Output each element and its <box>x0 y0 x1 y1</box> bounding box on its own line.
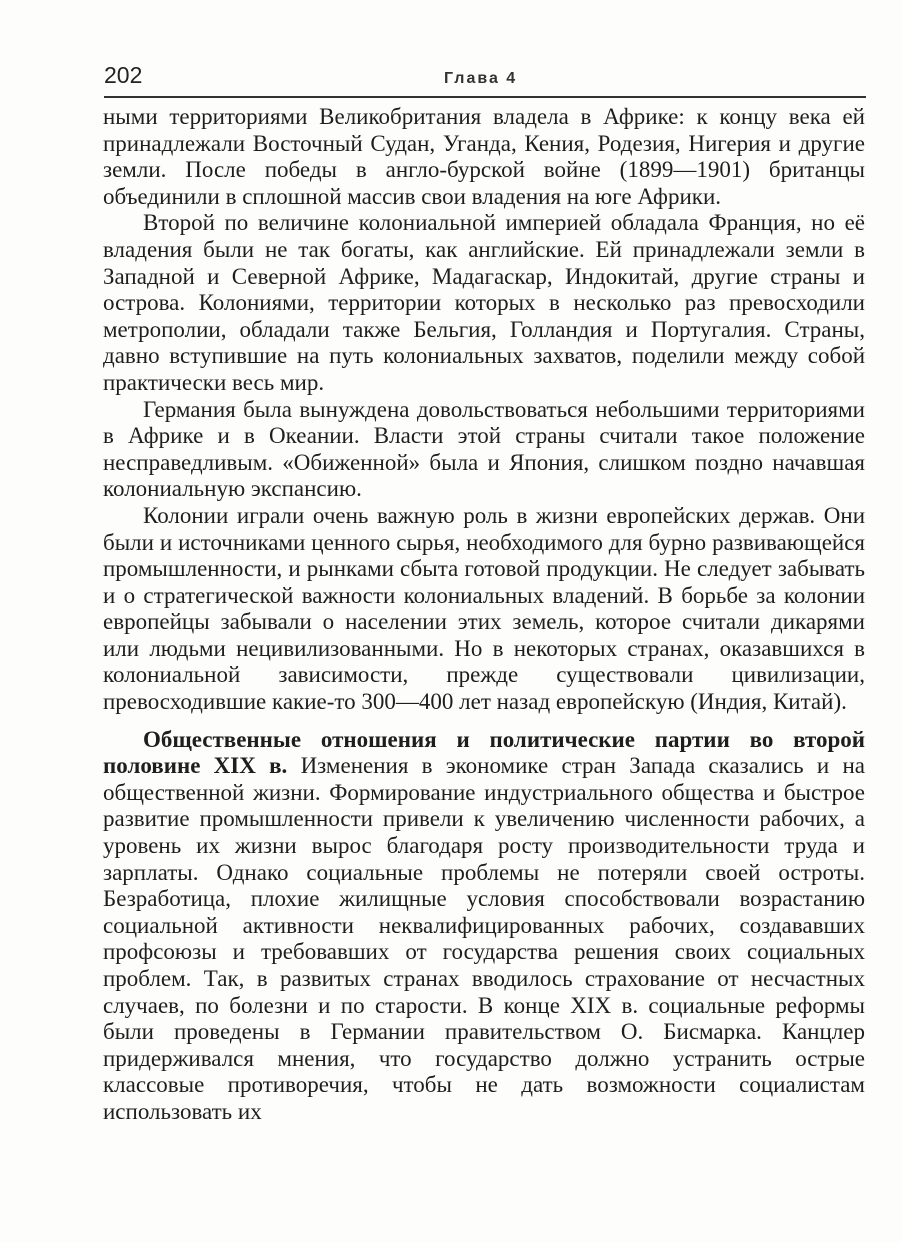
paragraph-3: Германия была вынуждена довольствоваться небольшими территориями в Африке и в Океании. Власти этой страны считали такое положение несправедливым. «Обиженной» была и Япония, слишком поздно начавшая колониальную экспансию. <box>103 396 865 502</box>
paragraph-4: Колонии играли очень важную роль в жизни европейских держав. Они были и источниками ценного сырья, необходимого для бурно развивающейся промышленности, и рынками сбыта готовой продукции. Не следует забывать и о стратегической важности колониальных владений. В борьбе за колонии европейцы забывали о населении этих земель, которое считали дикарями или людьми нецивилизованными. Но в некоторых странах, оказавшихся в колониальной зависимости, прежде существовали цивилизации, превосходившие какие-то 300—400 лет назад европейскую (Индия, Китай). <box>103 502 865 715</box>
section-heading: Общественные отношения и политические партии во второй половине XIX в. <box>103 726 865 779</box>
page-number: 202 <box>104 62 143 88</box>
paragraph-1: ными территориями Великобритания владела в Африке: к концу века ей принадлежали Восточный Судан, Уганда, Кения, Родезия, Нигерия и другие земли. После победы в англо-бурской войне (1899—1901) британцы объединили в сплошной массив свои владения на юге Африки. <box>103 104 865 209</box>
chapter-title: Глава 4 <box>444 70 518 87</box>
page-header <box>104 62 866 98</box>
page-body <box>103 104 865 1126</box>
section-text: Изменения в экономике стран Запада сказались и на общественной жизни. Формирование индустриального общества и быстрое развитие промышленности привели к увеличению численности рабочих, а уровень их жизни вырос благодаря росту производительности труда и зарплаты. Однако социальные проблемы не потеряли своей остроты. Безработица, плохие жилищные условия способствовали возрастанию социальной активности неквалифицированных рабочих, создававших профсоюзы и требовавших от государства решения своих социальных проблем. Так, в развитых странах вводилось страхование от несчастных случаев, по болезни и по старости. В конце XIX в. социальные реформы были проведены в Германии правительством О. Бисмарка. Канцлер придерживался мнения, что государство должно устранить острые классовые противоречия, чтобы не дать возможности социалистам использовать их <box>103 753 866 1124</box>
section-paragraph <box>103 727 865 1126</box>
paragraph-2: Второй по величине колониальной империей обладала Франция, но её владения были не так богаты, как английские. Ей принадлежали земли в Западной и Северной Африке, Мадагаскар, Индокитай, другие страны и острова. Колониями, территории которых в несколько раз превосходили метрополии, обладали также Бельгия, Голландия и Португалия. Страны, давно вступившие на путь колониальных захватов, поделили между собой практически весь мир. <box>103 210 865 395</box>
